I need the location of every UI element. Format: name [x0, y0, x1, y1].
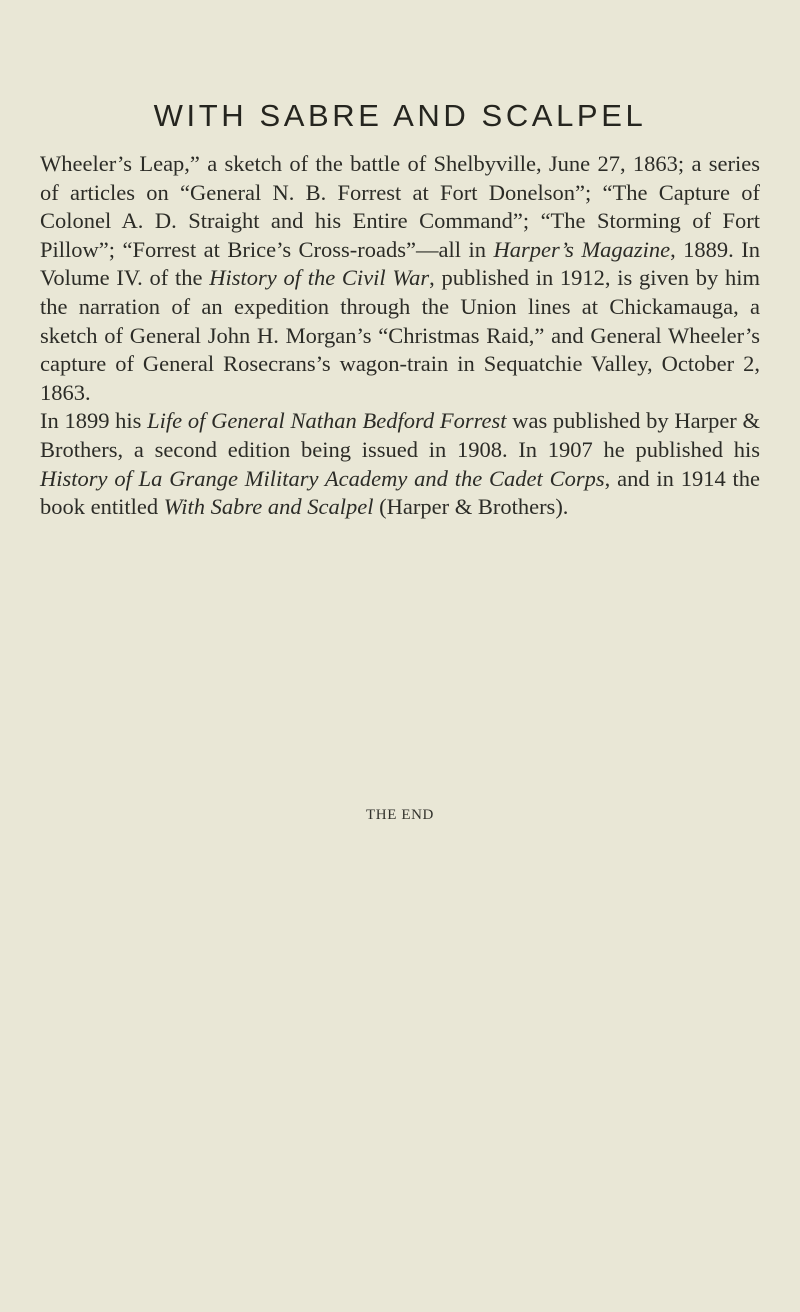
paragraph-2-text-4: (Harper & Brothers).: [373, 494, 569, 520]
paragraph-2-italic-2: History of La Grange Military Academy and the Cadet Corps: [40, 465, 605, 491]
paragraph-2-text-1: In 1899 his: [40, 408, 148, 434]
paragraph-2-text-2: was published by Harper & Brothers, a second edition being issued in 1908. In 1907 he published his: [40, 408, 761, 462]
paragraph-2-text-3: , and in 1914 the book entitled: [40, 465, 761, 520]
paragraph-1: [40, 150, 760, 407]
paragraph-1-text-3: , published in 1912, is given by him the narration of an expedition through the Union lines at Chickamauga, a sketch of General John H. Morgan’s “Christmas Raid,” and General Wheeler’s capture of General Rosecrans’s wagon-train in Sequatchie Valley, October 2, 1863.: [40, 265, 761, 405]
paragraph-2-italic-3: With Sabre and Scalpel: [163, 494, 374, 520]
the-end-mark: THE END: [366, 807, 434, 823]
paragraph-2-italic-1: Life of General Nathan Bedford Forrest: [147, 408, 507, 434]
paragraph-1-italic-1: Harper’s Magazine: [493, 236, 671, 262]
paragraph-2: [40, 407, 760, 521]
paragraph-1-text-2: , 1889. In Volume IV. of the: [40, 236, 761, 291]
paragraph-1-italic-2: History of the Civil War: [209, 265, 430, 291]
body-text: [40, 150, 760, 522]
running-head: WITH SABRE AND SCALPEL: [153, 98, 647, 133]
paragraph-1-text-1: Wheeler’s Leap,” a sketch of the battle of Shelbyville, June 27, 1863; a series of articles on “General N. B. Forrest at Fort Donelson”; “The Capture of Colonel A. D. Straight and his Entire Command”; “The Storming of Fort Pillow”; “Forrest at Brice’s Cross-roads”—all in: [40, 151, 760, 262]
